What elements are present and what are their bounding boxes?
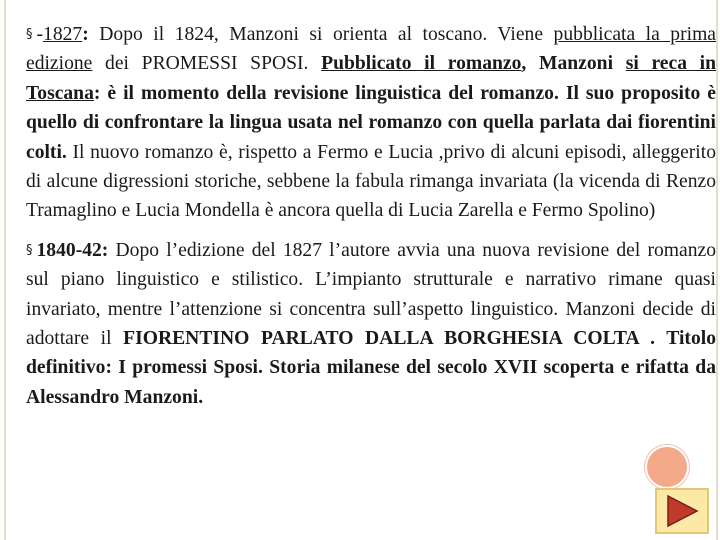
play-triangle-icon [664, 494, 700, 528]
text-run: 1840-42: [36, 239, 109, 261]
paragraph-1827 [26, 20, 716, 226]
text-run: : è il momento della revisione linguistica del romanzo. Il suo proposito è quello di confrontare la lingua usata nel romanzo con quella parlata dai fiorentini colti. [26, 82, 716, 163]
next-slide-button[interactable] [655, 488, 709, 534]
runs-1827 [26, 24, 716, 221]
slide-frame-right [716, 0, 718, 540]
text-run: si reca in Toscana [26, 53, 717, 104]
runs-1840-42 [26, 240, 716, 408]
paragraph-1840-42 [26, 236, 716, 412]
text-run: : [82, 24, 89, 45]
text-run: , Manzoni [521, 53, 626, 75]
bullet-icon: § [26, 242, 33, 258]
text-run: Dopo il 1824, Manzoni si orienta al toscano. Viene [88, 24, 554, 45]
text-run: 1827 [43, 24, 83, 45]
text-run: FIORENTINO PARLATO DALLA BORGHESIA COLTA . Titolo definitivo: I promessi Sposi. Storia milanese del secolo XVII scoperta e rifatta da Alessandro Manzoni. [26, 328, 716, 408]
text-run: Pubblicato il romanzo [321, 53, 522, 75]
text-run: Dopo l’edizione del 1827 l’autore avvia una nuova revisione del romanzo sul piano linguistico e stilistico. L’impianto strutturale e narrativo rimane quasi invariato, mentre l’attenzione si concentra sull’aspetto linguistico. Manzoni decide di adottare il [26, 239, 716, 350]
text-run: dei PROMESSI SPOSI. [92, 53, 322, 75]
slide-frame-left [4, 0, 6, 540]
decorative-circle [645, 445, 689, 489]
slide-body [26, 20, 716, 412]
text-run: pubblicata la prima edizione [26, 24, 717, 75]
text-run: Il nuovo romanzo è, rispetto a Fermo e Lucia ,privo di alcuni episodi, alleggerito di alcune digressioni storiche, sebbene la fabula rimanga invariata (la vicenda di Renzo Tramaglino e Lucia Mondella è ancora quella di Lucia Zarella e Fermo Spolino) [26, 141, 716, 222]
text-run: - [36, 24, 44, 45]
bullet-icon: § [26, 27, 33, 42]
